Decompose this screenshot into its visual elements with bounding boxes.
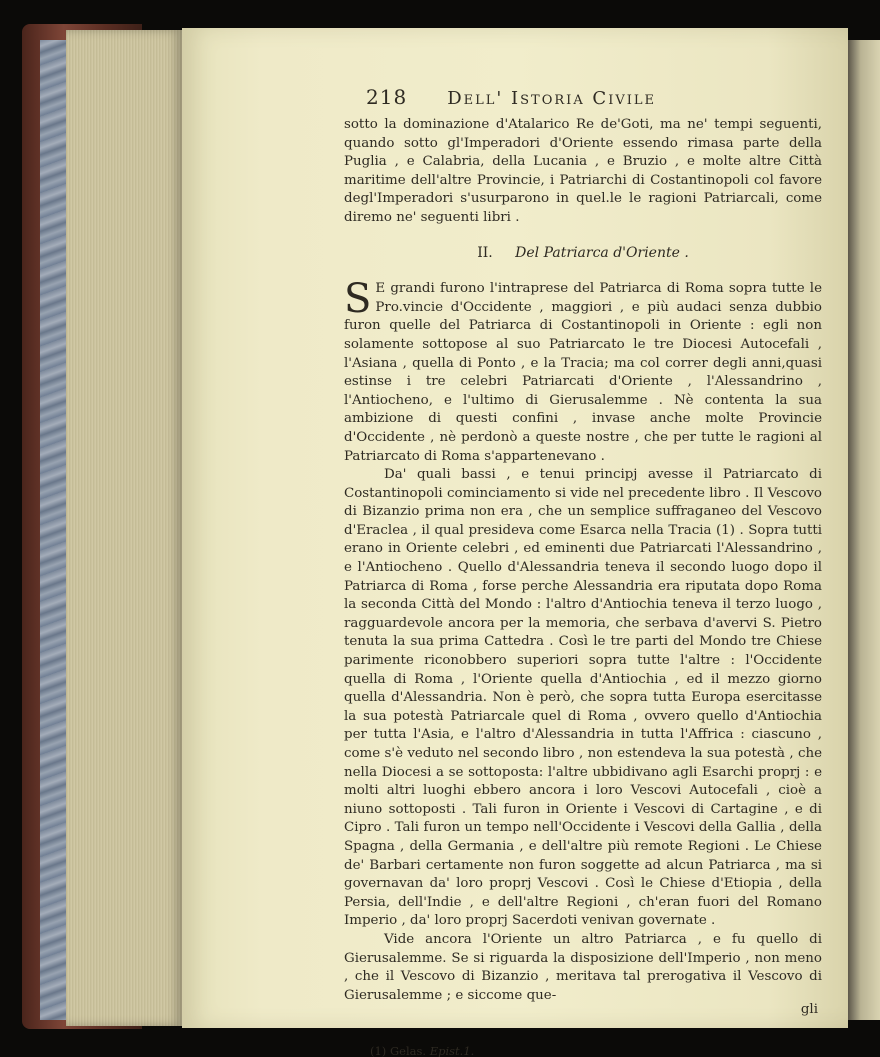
page-edges bbox=[66, 30, 182, 1026]
footnote-text: Gelas. bbox=[389, 1043, 427, 1057]
drop-cap: S bbox=[344, 276, 372, 323]
paragraph-2: Da' quali bassi , e tenui principj avesse il Patriarcato di Costantinopoli cominciamento si vide nel precedente libro . Il Vescovo di Bizanzio prima non era , che un semplice suffraganeo del Vescovo d'Eraclea , il qual presideva come Esarca nella Tracia (1) . Sopra tutti erano in Oriente celebri , ed eminenti due Patriarcati l'Alessandrino , e l'Antiocheno . Quello d'Alessandria teneva il secondo luogo dopo il Patriarca di Roma , forse perche Alessandria era riputata dopo Roma la seconda Città del Mondo : l'altro d'Antiochia teneva il terzo luogo , ragguardevole ancora per la memoria, che serbava d'avervi S. Pietro tenuta la sua prima Cattedra . Così le tre parti del Mondo tre Chiese parimente riconobbero superiori sopra tutte l'altre : l'Occidente quella di Roma , l'Oriente quella d'Antiochia , ed il mezzo giorno quella d'Alessandria. Non è però, che sopra tutta Europa esercitasse la sua potestà Patriarcale quel di Roma , ovvero quello d'Antiochia per tutta l'Asia, e l'altro d'Alessandria in tutta l'Affrica : ciascuno , come s'è veduto nel secondo libro , non estendeva la sua potestà , che nella Diocesi a se sottoposta: l'altre ubbidivano agli Esarchi proprj : e molti altri luoghi ebbero ancora i loro Vescovi Autocefali , cioè a niuno sottoposti . Tali furon in Oriente i Vescovi di Cartagine , e di Cipro . Tali furon un tempo nell'Occidente i Vescovi della Gallia , della Spagna , della Germania , e dell'altre più remote Regioni . Le Chiese de' Barbari certamente non furon soggette ad alcun Patriarca , ma si governavan da' loro proprj Vescovi . Così le Chiese d'Etiopia , della Persia, dell'Indie , e dell'altre Regioni , ch'eran fuori del Romano Imperio , da' loro proprj Sacerdoti venivan governate . bbox=[344, 467, 822, 929]
section-number: II. bbox=[477, 244, 493, 261]
catchword: gli bbox=[800, 1002, 818, 1018]
footnote-ref: Epist.1. bbox=[429, 1043, 475, 1057]
facing-page-edge bbox=[848, 40, 880, 1020]
section-heading bbox=[344, 244, 822, 263]
intro-paragraph: sotto la dominazione d'Atalarico Re de'Goti, ma ne' tempi seguenti, quando sotto gl'Imperadori d'Oriente essendo rimasa parte della Puglia , e Calabria, della Lucania , e Bruzio , e molte altre Città maritime dell'altre Provincie, i Patriarchi di Costantinopoli col favore degl'Imperadori s'usurparono in quel.le le ragioni Patriarcali, come diremo ne' seguenti libri . bbox=[344, 117, 822, 225]
text-column bbox=[344, 85, 822, 1057]
section-title: Del Patriarca d'Oriente . bbox=[515, 244, 689, 261]
page-number: 218 bbox=[366, 85, 408, 109]
footnote bbox=[370, 1042, 822, 1057]
running-header bbox=[366, 85, 822, 116]
running-title: Dell' Istoria Civile bbox=[447, 88, 656, 109]
book-page bbox=[182, 28, 848, 1057]
paragraph-1 bbox=[344, 276, 822, 466]
body-text bbox=[344, 276, 822, 1020]
paragraph-3: Vide ancora l'Oriente un altro Patriarca , e fu quello di Gierusalemme. Se si riguarda la disposizione dell'Imperio , non meno , che il Vescovo di Bizanzio , meritava tal prerogativa il Vescovo di Gierusalemme ; e siccome que- bbox=[344, 931, 822, 1003]
footnote-marker: (1) bbox=[370, 1043, 387, 1057]
paragraph-1-text: E grandi furono l'intraprese del Patriarca di Roma sopra tutte le Pro.vincie d'Occidente , maggiori , e più audaci senza dubbio furon quelle del Patriarca di Costantinopoli in Oriente : egli non solamente sottopose al suo Patriarcato le tre Diocesi Autocefali , l'Asiana , quella di Ponto , e la Tracia; ma col correr degli anni,quasi estinse i tre celebri Patriarcati d'Oriente , l'Alessandrino , l'Antiocheno, e l'ultimo di Gierusalemme . Nè contenta la sua ambizione di questi confini , invase anche molte Provincie d'Occidente , nè perdonò a queste nostre , che per tutte le ragioni al Patriarcato di Roma s'appartenevano . bbox=[344, 281, 822, 464]
intro-paragraph-block bbox=[344, 116, 822, 228]
